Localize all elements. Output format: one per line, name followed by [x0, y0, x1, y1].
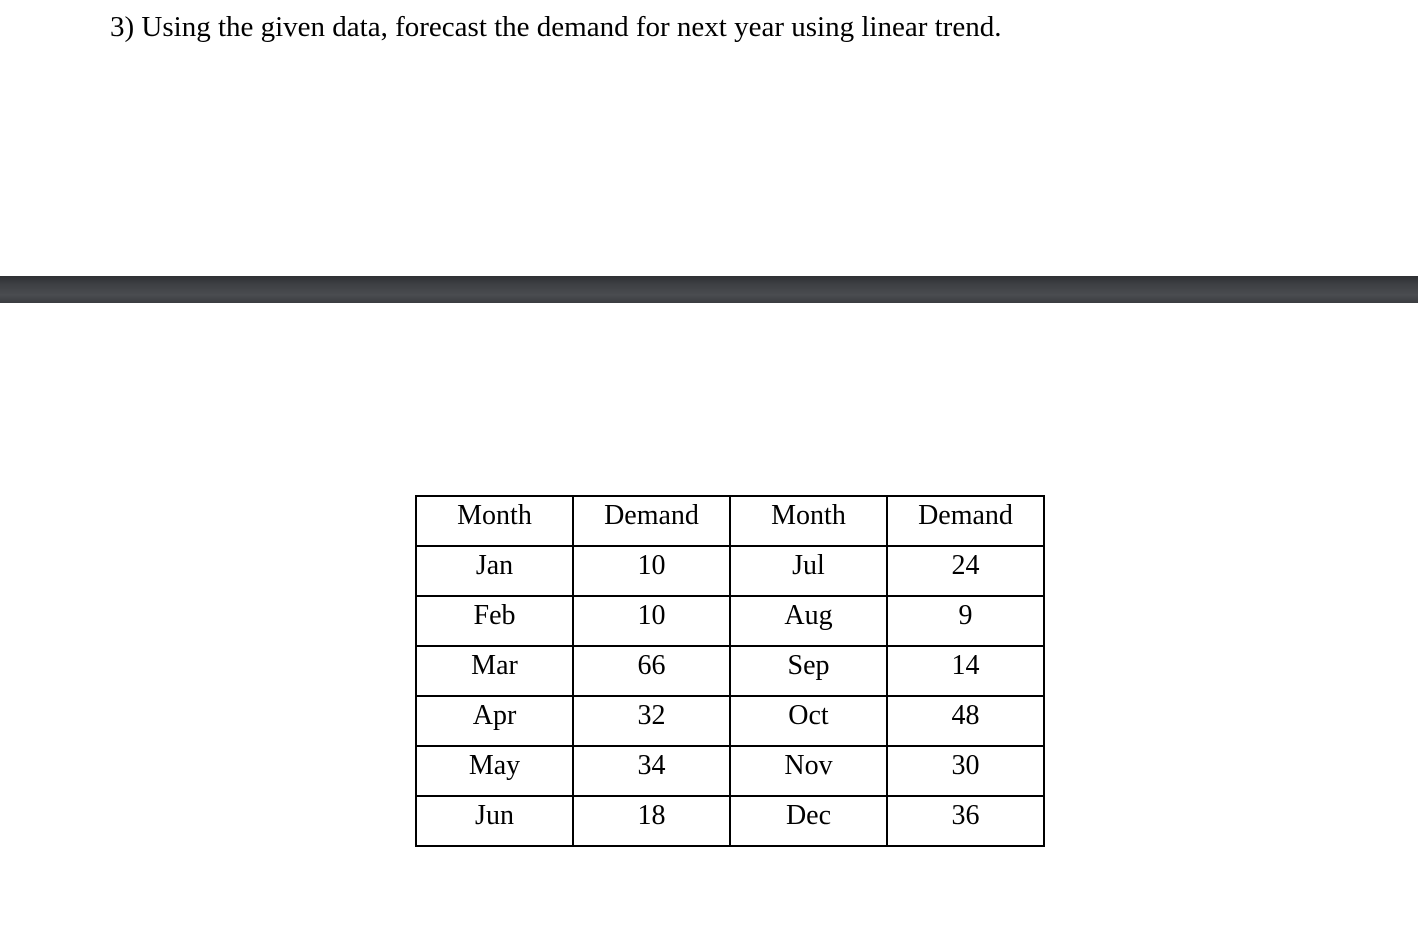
header-month-2: Month — [771, 500, 846, 531]
month-cell: Aug — [784, 600, 833, 631]
demand-cell: 18 — [637, 800, 666, 831]
demand-table — [415, 495, 1045, 847]
demand-cell: 10 — [637, 600, 666, 631]
header-cell — [887, 496, 1044, 546]
demand-cell: 66 — [637, 650, 666, 681]
month-cell: Jan — [475, 550, 514, 581]
table-row — [416, 796, 1044, 846]
table-cell — [416, 596, 573, 646]
table-cell — [730, 596, 887, 646]
table-cell — [730, 546, 887, 596]
month-cell: Jul — [792, 550, 825, 581]
question-text: 3) Using the given data, forecast the demand for next year using linear trend. — [110, 11, 1002, 43]
table-cell — [573, 596, 730, 646]
table-row — [416, 696, 1044, 746]
header-cell — [730, 496, 887, 546]
table-row — [416, 646, 1044, 696]
demand-cell: 32 — [637, 700, 666, 731]
demand-cell: 10 — [637, 550, 666, 581]
table-cell — [573, 546, 730, 596]
table-header-row — [416, 496, 1044, 546]
table-cell — [416, 546, 573, 596]
month-cell: Apr — [472, 700, 517, 731]
divider-bar — [0, 276, 1418, 303]
table-cell — [573, 646, 730, 696]
table-row — [416, 546, 1044, 596]
demand-cell: 34 — [637, 750, 666, 781]
table-cell — [887, 746, 1044, 796]
header-month-1: Month — [457, 500, 532, 531]
table-cell — [416, 746, 573, 796]
demand-cell: 9 — [958, 600, 973, 631]
month-cell: Jun — [475, 800, 514, 831]
month-cell: Nov — [784, 750, 833, 781]
header-demand-2: Demand — [918, 500, 1013, 531]
table-cell — [887, 796, 1044, 846]
month-cell: Mar — [471, 650, 518, 681]
table-cell — [416, 696, 573, 746]
demand-cell: 36 — [951, 800, 980, 831]
table-cell — [416, 646, 573, 696]
header-demand-1: Demand — [604, 500, 699, 531]
table-cell — [573, 696, 730, 746]
table-cell — [416, 796, 573, 846]
header-cell — [573, 496, 730, 546]
table-cell — [887, 646, 1044, 696]
demand-cell: 14 — [951, 650, 980, 681]
table-cell — [730, 646, 887, 696]
table-cell — [730, 696, 887, 746]
table-cell — [887, 596, 1044, 646]
table-row — [416, 746, 1044, 796]
month-cell: Feb — [473, 600, 516, 631]
table-cell — [730, 746, 887, 796]
demand-cell: 48 — [951, 700, 980, 731]
table-row — [416, 596, 1044, 646]
month-cell: Oct — [788, 700, 829, 731]
month-cell: Dec — [785, 800, 832, 831]
month-cell: May — [468, 750, 521, 781]
table-cell — [573, 796, 730, 846]
demand-cell: 30 — [951, 750, 980, 781]
header-cell — [416, 496, 573, 546]
demand-cell: 24 — [951, 550, 980, 581]
table-cell — [887, 546, 1044, 596]
month-cell: Sep — [787, 650, 830, 681]
table-cell — [730, 796, 887, 846]
table-cell — [573, 746, 730, 796]
table-cell — [887, 696, 1044, 746]
